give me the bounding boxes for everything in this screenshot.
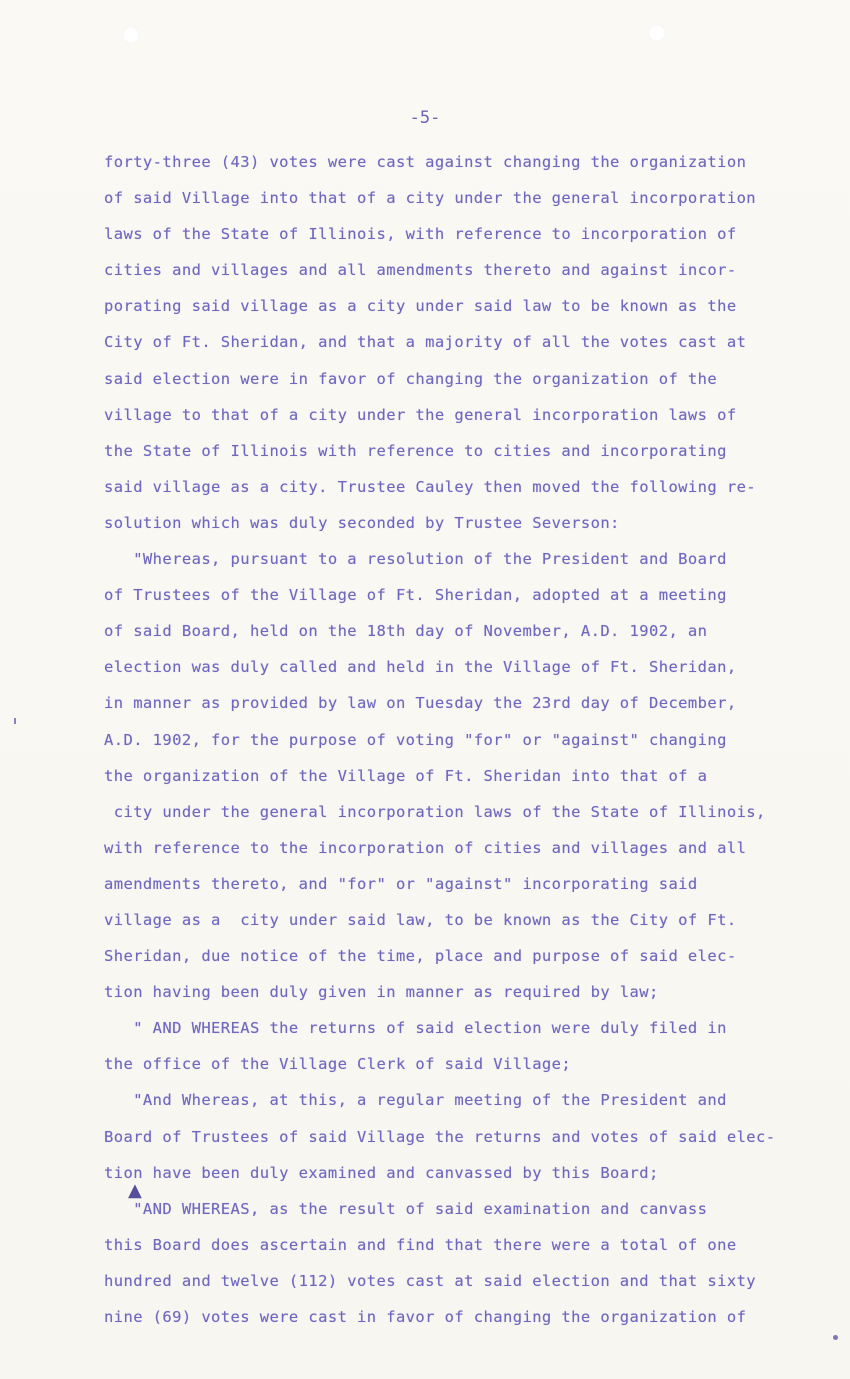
text-line: "Whereas, pursuant to a resolution of the President and Board — [104, 550, 727, 569]
text-line: the State of Illinois with reference to cities and incorporating — [104, 441, 727, 460]
text-line: Sheridan, due notice of the time, place and purpose of said elec- — [104, 947, 737, 966]
text-line: amendments thereto, and "for" or "against" incorporating said — [104, 874, 698, 893]
text-line: election was duly called and held in the Village of Ft. Sheridan, — [104, 658, 737, 677]
text-line: forty-three (43) votes were cast against changing the organization — [104, 153, 747, 171]
typewritten-text — [104, 144, 834, 1335]
punch-hole-right — [648, 24, 666, 42]
text-line: " AND WHEREAS the returns of said election were duly filed in — [104, 1019, 727, 1038]
text-line: hundred and twelve (112) votes cast at said election and that sixty — [104, 1271, 757, 1290]
punch-hole-left — [122, 26, 140, 44]
text-line: village as a city under said law, to be known as the City of Ft. — [104, 910, 737, 929]
text-line: said election were in favor of changing the organization of the — [104, 369, 718, 388]
text-line: city under the general incorporation laws of the State of Illinois, — [104, 802, 766, 821]
text-line: the organization of the Village of Ft. Sheridan into that of a — [104, 766, 708, 785]
text-line: with reference to the incorporation of cities and villages and all — [104, 838, 747, 857]
text-line: "And Whereas, at this, a regular meeting of the President and — [104, 1091, 727, 1110]
ink-speck — [833, 1335, 838, 1340]
text-line: solution which was duly seconded by Trustee Severson: — [104, 513, 620, 532]
text-line: laws of the State of Illinois, with reference to incorporation of — [104, 225, 737, 244]
text-line: porating said village as a city under said law to be known as the — [104, 297, 737, 316]
text-line: A.D. 1902, for the purpose of voting "for" or "against" changing — [104, 730, 727, 749]
text-line: of Trustees of the Village of Ft. Sheridan, adopted at a meeting — [104, 586, 727, 605]
page-number: -5- — [409, 108, 441, 128]
text-line: Board of Trustees of said Village the returns and votes of said elec- — [104, 1127, 776, 1146]
text-line: the office of the Village Clerk of said Village; — [104, 1055, 572, 1074]
text-line: this Board does ascertain and find that there were a total of one — [104, 1235, 737, 1254]
text-line: tion having been duly given in manner as required by law; — [104, 983, 659, 1002]
text-line: of said Village into that of a city under the general incorporation — [104, 189, 757, 208]
margin-mark — [14, 718, 16, 724]
text-line: of said Board, held on the 18th day of November, A.D. 1902, an — [104, 622, 708, 641]
text-line: nine (69) votes were cast in favor of changing the organization of — [104, 1308, 747, 1326]
text-line: City of Ft. Sheridan, and that a majority of all the votes cast at — [104, 333, 747, 352]
ink-mark: ▲ — [128, 1180, 142, 1201]
text-line: said village as a city. Trustee Cauley then moved the following re- — [104, 477, 757, 496]
text-line: village to that of a city under the general incorporation laws of — [104, 405, 737, 424]
text-line: in manner as provided by law on Tuesday the 23rd day of December, — [104, 694, 737, 713]
text-line: cities and villages and all amendments thereto and against incor- — [104, 261, 737, 280]
text-line: "AND WHEREAS, as the result of said examination and canvass — [104, 1199, 708, 1218]
text-line: tion have been duly examined and canvassed by this Board; — [104, 1163, 659, 1182]
